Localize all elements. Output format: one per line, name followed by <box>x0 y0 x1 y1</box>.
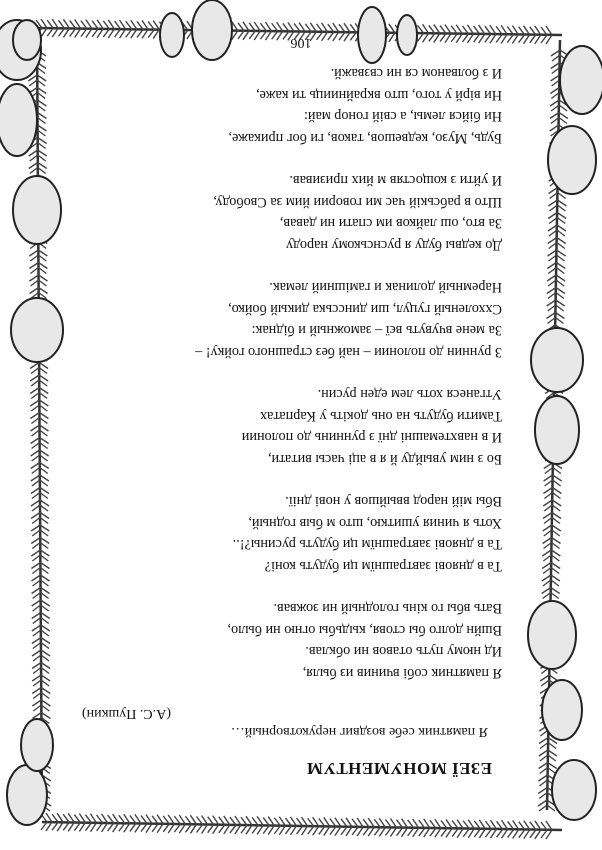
epigraph-text: Я памятник себе воздвиг нерукотворный… <box>230 724 488 739</box>
epigraph-author: (А.С. Пушкин) <box>82 706 171 721</box>
egg-ornament <box>548 126 596 194</box>
poem-line: Вать вбы го кінь голодный ни зожвав. <box>273 600 502 617</box>
egg-ornament <box>0 84 37 156</box>
poem-line: Сххоленый гуцул, ши динсська дикый бойко, <box>228 301 502 317</box>
poem-line: До кедвы буду я руснському народу <box>285 237 502 253</box>
epigraph <box>82 704 488 740</box>
right-branch-ornament <box>28 40 51 811</box>
egg-ornament <box>535 396 579 464</box>
poem-line: Утганеся хоть лем еден русин. <box>317 386 502 403</box>
egg-ornament <box>552 760 596 820</box>
poem-line: И з болваном ся ни свзважй. <box>330 65 502 82</box>
egg-ornament <box>528 601 576 669</box>
poem-line: Будь, Музо, кедвешов, таков, ги бог прикаже, <box>228 130 502 146</box>
poem-line: Ни вірй у того, што вкрайнииць ти каже, <box>256 87 502 103</box>
poem-line: За мене вчувуть вєї – заможный и біднак: <box>251 322 502 339</box>
stanza-gap <box>82 683 502 704</box>
poem-line: Што в рабській час ми говории йим за Свободу, <box>213 194 502 210</box>
egg-ornament <box>21 719 53 771</box>
stanza-gap <box>82 469 502 490</box>
poem-line: Бо з ним увыйду й я в аці часы витати, <box>267 451 502 467</box>
poem-line: И в навхтемашні днї з руннинь до полонии <box>241 429 502 446</box>
poem-title: ЕЗЕЇ МОНУМЕНТУМ <box>306 759 492 778</box>
poem-line: Тамити будуть на онь докіть у Карпатах <box>259 408 502 424</box>
egg-ornament <box>542 680 582 740</box>
poem-line: Наремный долинак и гамішний лемак. <box>269 279 502 296</box>
stanza-gap <box>82 255 502 276</box>
top-branch-ornament <box>41 813 562 839</box>
stanza <box>82 490 502 576</box>
stanza-gap <box>82 576 502 597</box>
poem-line: Хоть я чиния ушиткю, што м быв годный, <box>248 515 502 531</box>
poem-content <box>82 62 502 778</box>
page-number: 106 <box>290 35 312 50</box>
poem-line: И уйти з кощостяв м йих призивав. <box>289 172 502 189</box>
egg-ornament <box>192 0 232 60</box>
poem-line: Ни бійся лемы, а свій гонор май: <box>303 108 502 125</box>
poem-line: Я памятник собі вчинив из быля, <box>302 665 502 681</box>
stanza <box>82 169 502 255</box>
poem-line: Вбы мій народ ввыйшов у нові днії. <box>285 493 502 510</box>
poem-line: Ид нюму путь отавов ни обклав. <box>305 643 502 660</box>
poem-line: Вшйн долго бы стовя, кыдьбы огню ни было, <box>227 622 502 638</box>
egg-ornament <box>13 176 61 244</box>
stanza <box>82 383 502 469</box>
poem-line: За вто, ош лайков им спати ни давав, <box>279 215 502 232</box>
egg-ornament <box>7 765 47 825</box>
poem-stanzas <box>82 62 502 704</box>
stanza-gap <box>82 148 502 169</box>
poem-line: З руннин до полонии – най без страшного гойку! – <box>195 344 502 360</box>
egg-ornament <box>11 298 63 362</box>
egg-ornament <box>531 328 583 392</box>
stanza <box>82 276 502 362</box>
egg-ornament <box>560 46 602 114</box>
poem-line: Та в дняові завтрашнїм ци будуть русины?!.. <box>232 536 502 553</box>
stanza-gap <box>82 362 502 383</box>
stanza <box>82 597 502 683</box>
stanza <box>82 62 502 148</box>
poem-line: Та в дняові завтрашнїм ци будуть коні? <box>264 558 502 574</box>
